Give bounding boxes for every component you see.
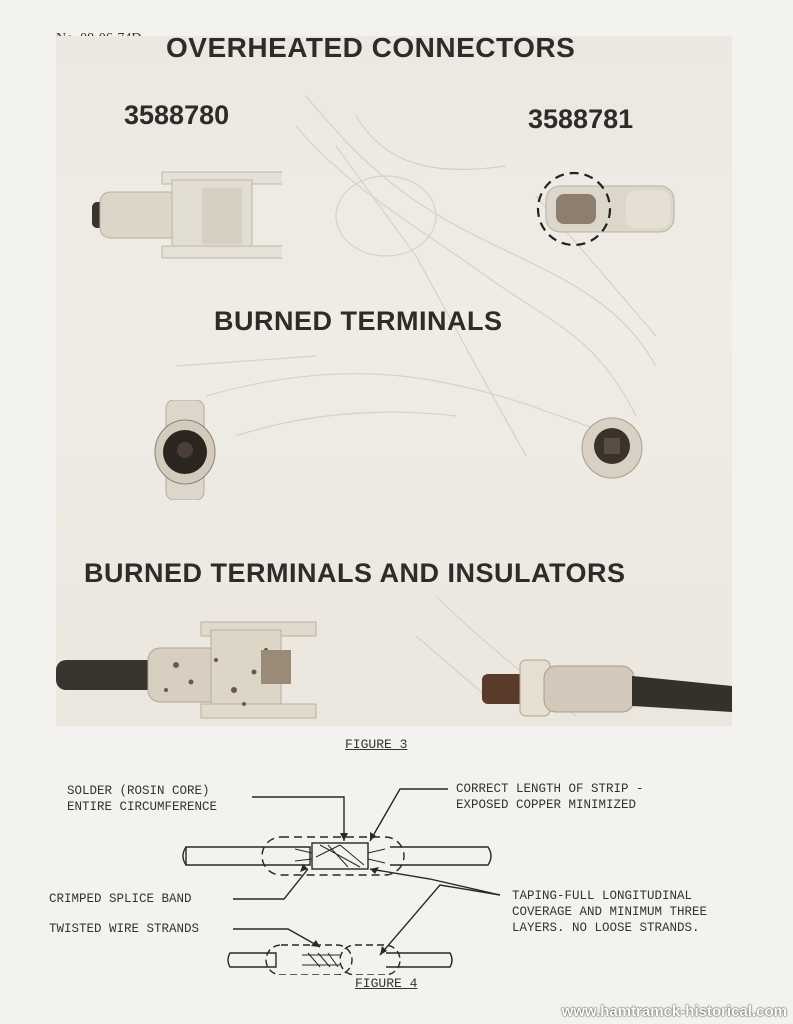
heading-burned-terminals-insulators: BURNED TERMINALS AND INSULATORS — [84, 558, 626, 588]
burned-terminal-right-image — [580, 416, 644, 480]
burned-terminal-left-image — [150, 400, 220, 500]
label-solder-line1: SOLDER (ROSIN CORE) — [67, 784, 210, 798]
part-number-right: 3588781 — [528, 104, 634, 134]
label-taping-line1: TAPING-FULL LONGITUDINAL — [512, 889, 693, 903]
label-solder-line2: ENTIRE CIRCUMFERENCE — [67, 800, 218, 814]
part-number-left: 3588780 — [124, 100, 230, 130]
burned-insulator-left-image — [56, 620, 326, 720]
overheated-connector-right-image — [536, 166, 686, 256]
label-taping-line2: COVERAGE AND MINIMUM THREE — [512, 905, 708, 919]
heading-overheated-connectors: OVERHEATED CONNECTORS — [166, 36, 576, 63]
label-strip-line1: CORRECT LENGTH OF STRIP - — [456, 782, 644, 796]
label-taping-line3: LAYERS. NO LOOSE STRANDS. — [512, 921, 700, 935]
watermark: www.hamtramck-historical.com — [561, 1003, 787, 1020]
overheated-connector-left-image — [92, 166, 282, 266]
figure-3-photo — [56, 36, 732, 726]
figure-3-caption: FIGURE 3 — [345, 737, 408, 752]
heading-burned-terminals: BURNED TERMINALS — [214, 306, 503, 336]
label-twisted-wire-strands: TWISTED WIRE STRANDS — [49, 922, 200, 936]
burned-insulator-right-image — [482, 646, 732, 726]
figure-4-caption: FIGURE 4 — [355, 976, 418, 991]
label-crimped-splice-band: CRIMPED SPLICE BAND — [49, 892, 192, 906]
label-strip-line2: EXPOSED COPPER MINIMIZED — [456, 798, 637, 812]
